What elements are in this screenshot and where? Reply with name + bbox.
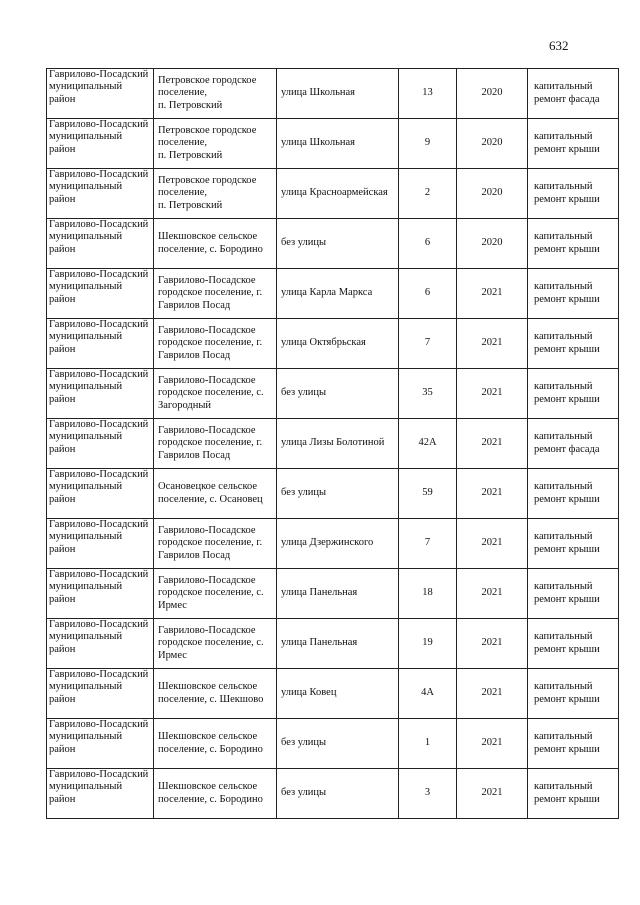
work-type-cell: капитальный ремонт крыши — [528, 619, 619, 669]
house-number-cell: 9 — [399, 119, 457, 169]
table-row — [47, 219, 619, 269]
street-cell: улица Октябрьская — [277, 319, 399, 369]
street-cell: без улицы — [277, 769, 399, 819]
settlement-cell: Шекшовское сельское поселение, с. Бородино — [154, 219, 277, 269]
house-number-cell: 59 — [399, 469, 457, 519]
district-cell: Гаврилово-Посадский муниципальный район — [47, 619, 154, 669]
settlement-cell: Петровское городское поселение, п. Петровский — [154, 119, 277, 169]
street-cell: без улицы — [277, 219, 399, 269]
work-type-cell: капитальный ремонт крыши — [528, 469, 619, 519]
table-row — [47, 69, 619, 119]
table-row — [47, 269, 619, 319]
year-cell: 2020 — [457, 219, 528, 269]
house-number-cell: 19 — [399, 619, 457, 669]
district-cell: Гаврилово-Посадский муниципальный район — [47, 369, 154, 419]
district-cell: Гаврилово-Посадский муниципальный район — [47, 269, 154, 319]
work-type-cell: капитальный ремонт крыши — [528, 369, 619, 419]
settlement-cell: Петровское городское поселение, п. Петровский — [154, 169, 277, 219]
work-type-cell: капитальный ремонт крыши — [528, 669, 619, 719]
street-cell: без улицы — [277, 469, 399, 519]
district-cell: Гаврилово-Посадский муниципальный район — [47, 319, 154, 369]
year-cell: 2021 — [457, 419, 528, 469]
year-cell: 2021 — [457, 469, 528, 519]
table-row — [47, 769, 619, 819]
street-cell: без улицы — [277, 719, 399, 769]
table-row — [47, 319, 619, 369]
district-cell: Гаврилово-Посадский муниципальный район — [47, 769, 154, 819]
table-row — [47, 619, 619, 669]
district-cell: Гаврилово-Посадский муниципальный район — [47, 569, 154, 619]
table-row — [47, 369, 619, 419]
settlement-cell: Гаврилово-Посадское городское поселение, г. Гаврилов Посад — [154, 319, 277, 369]
house-number-cell: 35 — [399, 369, 457, 419]
house-number-cell: 4А — [399, 669, 457, 719]
district-cell: Гаврилово-Посадский муниципальный район — [47, 519, 154, 569]
settlement-cell: Осановецкое сельское поселение, с. Осановец — [154, 469, 277, 519]
house-number-cell: 6 — [399, 269, 457, 319]
table-row — [47, 169, 619, 219]
work-type-cell: капитальный ремонт крыши — [528, 569, 619, 619]
year-cell: 2021 — [457, 269, 528, 319]
work-type-cell: капитальный ремонт крыши — [528, 319, 619, 369]
street-cell: улица Дзержинского — [277, 519, 399, 569]
work-type-cell: капитальный ремонт крыши — [528, 769, 619, 819]
district-cell: Гаврилово-Посадский муниципальный район — [47, 719, 154, 769]
street-cell: улица Панельная — [277, 569, 399, 619]
work-type-cell: капитальный ремонт крыши — [528, 169, 619, 219]
work-type-cell: капитальный ремонт крыши — [528, 219, 619, 269]
year-cell: 2021 — [457, 369, 528, 419]
street-cell: без улицы — [277, 369, 399, 419]
year-cell: 2021 — [457, 319, 528, 369]
district-cell: Гаврилово-Посадский муниципальный район — [47, 469, 154, 519]
house-number-cell: 1 — [399, 719, 457, 769]
year-cell: 2021 — [457, 569, 528, 619]
work-type-cell: капитальный ремонт фасада — [528, 419, 619, 469]
district-cell: Гаврилово-Посадский муниципальный район — [47, 669, 154, 719]
street-cell: улица Красноармейская — [277, 169, 399, 219]
settlement-cell: Петровское городское поселение, п. Петровский — [154, 69, 277, 119]
table-row — [47, 419, 619, 469]
district-cell: Гаврилово-Посадский муниципальный район — [47, 169, 154, 219]
settlement-cell: Шекшовское сельское поселение, с. Бородино — [154, 719, 277, 769]
settlement-cell: Шекшовское сельское поселение, с. Шекшово — [154, 669, 277, 719]
table-row — [47, 469, 619, 519]
repair-schedule-table — [46, 68, 619, 819]
street-cell: улица Лизы Болотиной — [277, 419, 399, 469]
page-number: 632 — [549, 38, 569, 53]
house-number-cell: 7 — [399, 519, 457, 569]
settlement-cell: Гаврилово-Посадское городское поселение, с. Загородный — [154, 369, 277, 419]
year-cell: 2021 — [457, 719, 528, 769]
street-cell: улица Ковец — [277, 669, 399, 719]
year-cell: 2021 — [457, 769, 528, 819]
house-number-cell: 7 — [399, 319, 457, 369]
house-number-cell: 42А — [399, 419, 457, 469]
street-cell: улица Школьная — [277, 119, 399, 169]
street-cell: улица Школьная — [277, 69, 399, 119]
house-number-cell: 13 — [399, 69, 457, 119]
house-number-cell: 18 — [399, 569, 457, 619]
table-row — [47, 669, 619, 719]
district-cell: Гаврилово-Посадский муниципальный район — [47, 69, 154, 119]
work-type-cell: капитальный ремонт крыши — [528, 519, 619, 569]
year-cell: 2020 — [457, 69, 528, 119]
table-row — [47, 569, 619, 619]
house-number-cell: 6 — [399, 219, 457, 269]
work-type-cell: капитальный ремонт крыши — [528, 269, 619, 319]
settlement-cell: Гаврилово-Посадское городское поселение, г. Гаврилов Посад — [154, 419, 277, 469]
year-cell: 2021 — [457, 519, 528, 569]
settlement-cell: Шекшовское сельское поселение, с. Бородино — [154, 769, 277, 819]
table-row — [47, 719, 619, 769]
year-cell: 2020 — [457, 119, 528, 169]
street-cell: улица Карла Маркса — [277, 269, 399, 319]
district-cell: Гаврилово-Посадский муниципальный район — [47, 119, 154, 169]
work-type-cell: капитальный ремонт крыши — [528, 719, 619, 769]
work-type-cell: капитальный ремонт крыши — [528, 119, 619, 169]
settlement-cell: Гаврилово-Посадское городское поселение, г. Гаврилов Посад — [154, 269, 277, 319]
district-cell: Гаврилово-Посадский муниципальный район — [47, 219, 154, 269]
table-row — [47, 519, 619, 569]
table-row — [47, 119, 619, 169]
district-cell: Гаврилово-Посадский муниципальный район — [47, 419, 154, 469]
house-number-cell: 3 — [399, 769, 457, 819]
year-cell: 2020 — [457, 169, 528, 219]
work-type-cell: капитальный ремонт фасада — [528, 69, 619, 119]
street-cell: улица Панельная — [277, 619, 399, 669]
year-cell: 2021 — [457, 619, 528, 669]
settlement-cell: Гаврилово-Посадское городское поселение, г. Гаврилов Посад — [154, 519, 277, 569]
house-number-cell: 2 — [399, 169, 457, 219]
year-cell: 2021 — [457, 669, 528, 719]
settlement-cell: Гаврилово-Посадское городское поселение, с. Ирмес — [154, 569, 277, 619]
settlement-cell: Гаврилово-Посадское городское поселение, с. Ирмес — [154, 619, 277, 669]
